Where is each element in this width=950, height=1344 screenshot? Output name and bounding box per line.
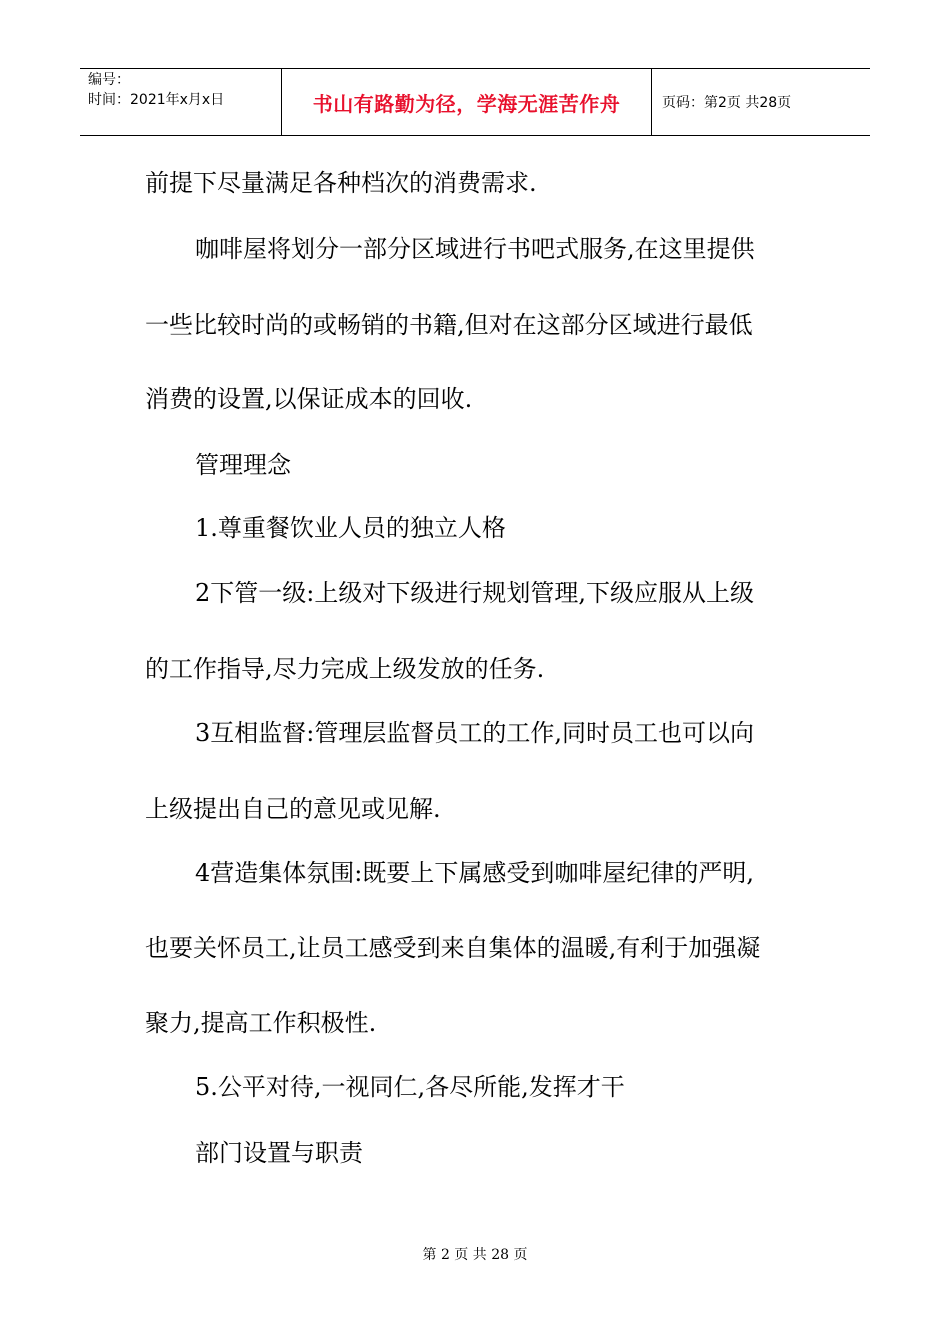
text-line: 前提下尽量满足各种档次的消费需求. xyxy=(145,169,537,197)
section-heading: 管理理念 xyxy=(195,451,291,479)
text-line: 5.公平对待,一视同仁,各尽所能,发挥才干 xyxy=(195,1073,625,1101)
text-line: 1.尊重餐饮业人员的独立人格 xyxy=(195,514,506,542)
header-meta xyxy=(80,69,282,135)
section-heading: 部门设置与职责 xyxy=(195,1139,363,1167)
text-line: 4营造集体氛围:既要上下属感受到咖啡屋纪律的严明, xyxy=(195,859,754,887)
page-footer: 第 2 页 共 28 页 xyxy=(422,1247,528,1263)
time-label: 时间：2021年x月x日 xyxy=(88,92,225,108)
page-header xyxy=(80,68,870,136)
text-line: 2下管一级:上级对下级进行规划管理,下级应服从上级 xyxy=(195,579,754,607)
text-line: 咖啡屋将划分一部分区域进行书吧式服务,在这里提供 xyxy=(195,235,755,263)
text-line: 消费的设置,以保证成本的回收. xyxy=(145,385,473,413)
number-label: 编号： xyxy=(88,72,130,88)
text-line: 的工作指导,尽力完成上级发放的任务. xyxy=(145,655,545,683)
text-line: 上级提出自己的意见或见解. xyxy=(145,795,441,823)
header-page-info: 页码：第2页 共28页 xyxy=(662,95,792,111)
text-line: 聚力,提高工作积极性. xyxy=(145,1009,377,1037)
header-motto: 书山有路勤为径，学海无涯苦作舟 xyxy=(282,69,652,135)
text-line: 3互相监督:管理层监督员工的工作,同时员工也可以向 xyxy=(195,719,754,747)
text-line: 也要关怀员工,让员工感受到来自集体的温暖,有利于加强凝 xyxy=(145,934,761,962)
text-line: 一些比较时尚的或畅销的书籍,但对在这部分区域进行最低 xyxy=(145,311,753,339)
